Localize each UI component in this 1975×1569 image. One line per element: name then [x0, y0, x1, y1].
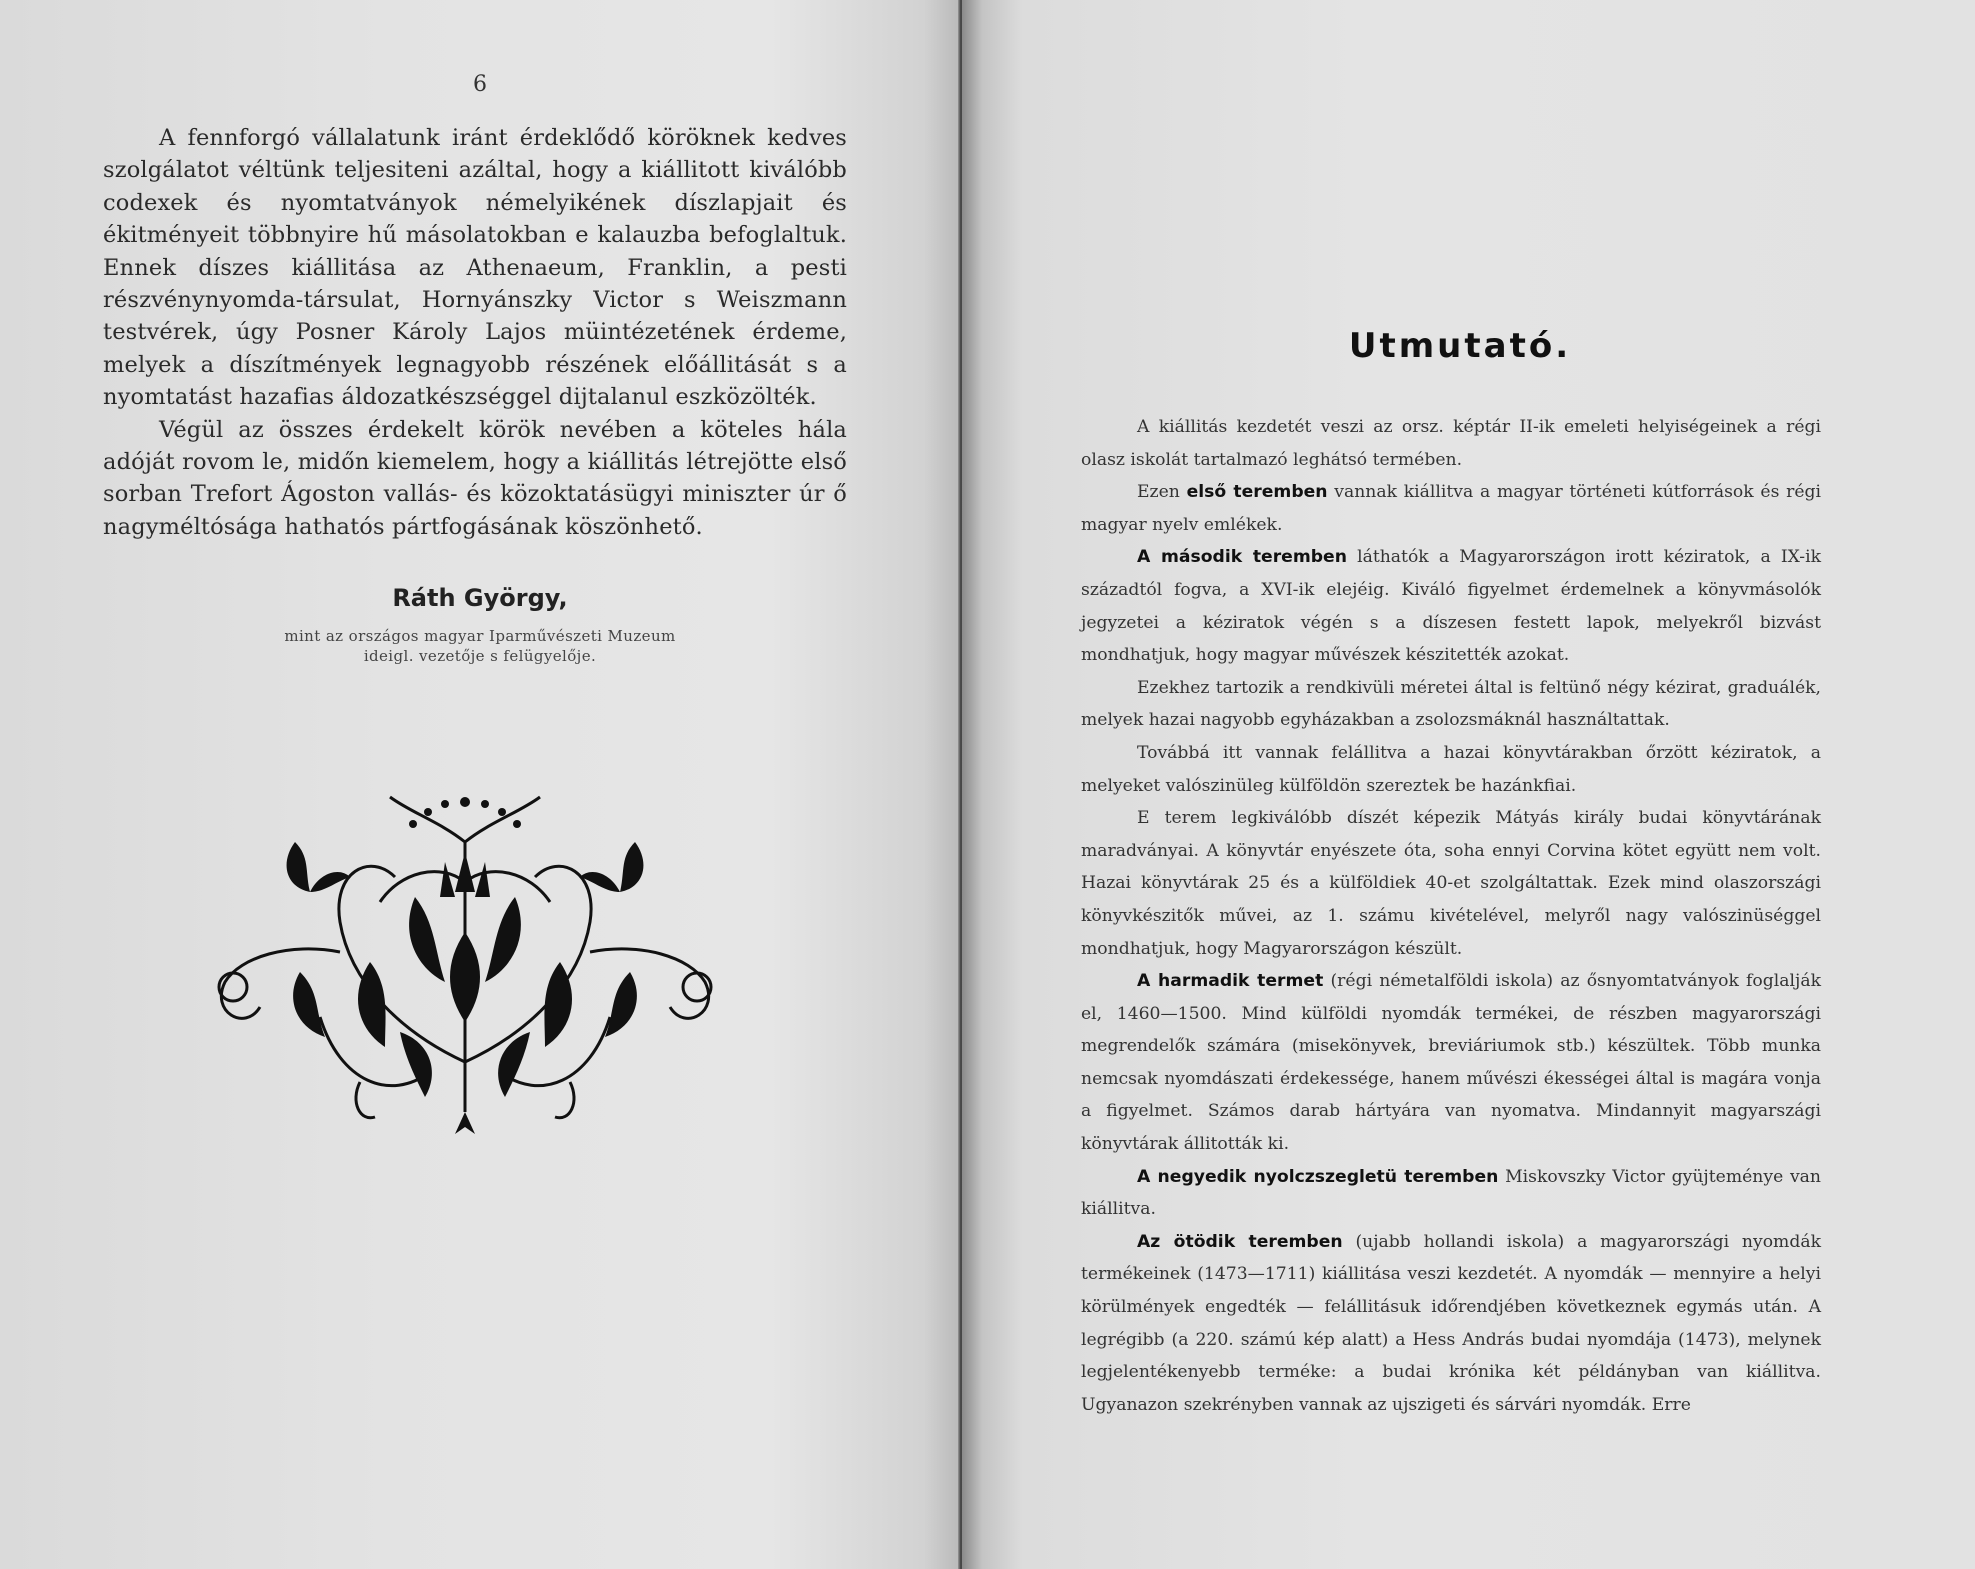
- right-paragraph-7-text: (régi németalföldi iskola) az ősnyomtatványok foglalják el, 1460—1500. Mind külföldi nyomdák termékei, de részben magyarországi megrendelők számára (misekönyvek, breviáriumok stb.) készültek. Több munka nemcsak nyomdászati érdekessége, hanem művészi ékességei által is magára vonja a figyelmet. Számos darab hártyára van nyomatva. Mindannyit magyarszági könyvtárak állitották ki.: [1081, 971, 1821, 1155]
- right-paragraph-2-text: vannak kiállitva a magyar történeti kútforrások és régi magyar nyelv emlékek.: [1081, 482, 1822, 535]
- signature-title-line-2: ideigl. vezetője s felügyelője.: [363, 647, 597, 665]
- right-paragraph-2: [1081, 476, 1821, 541]
- right-paragraph-9: [1081, 1226, 1821, 1422]
- right-paragraph-3-text: láthatók a Magyarországon irott kéziratok, a IX-ik századtól fogva, a XVI-ik elejéig. Kiváló figyelmet érdemelnek a könyvmásolók jegyzetei a kéziratok végén s a díszesen festett lapok, melyekről bizvást mondhatjuk, hogy magyar művészek készitették azokat.: [1081, 547, 1821, 666]
- right-page-text: [1081, 411, 1821, 1421]
- right-paragraph-8-text: Miskovszky Victor gyüjteménye van kiállitva.: [1081, 1166, 1821, 1220]
- right-paragraph-8: [1081, 1161, 1821, 1226]
- page-number: 6: [473, 72, 487, 97]
- room-label-second: A második teremben: [1137, 547, 1347, 568]
- right-paragraph-1: A kiállitás kezdetét veszi az orsz. képtár II-ik emeleti helyiségeinek a régi olasz iskolát tartalmazó leghátsó termében.: [1081, 417, 1821, 470]
- right-paragraph-5: Továbbá itt vannak felállitva a hazai könyvtárakban őrzött kéziratok, a melyeket valószinüleg külföldön szereztek be hazánkfiai.: [1081, 742, 1821, 796]
- room-label-fourth: A negyedik nyolczszegletü teremben: [1137, 1166, 1499, 1187]
- room-label-fifth: Az ötödik teremben: [1137, 1231, 1343, 1252]
- left-paragraph-2: Végül az összes érdekelt körök nevében a köteles hála adóját rovom le, midőn kiemelem, hogy a kiállitás létrejötte első sorban Trefort Ágoston vallás- és közoktatásügyi miniszter úr ő nagyméltósága hathatós pártfogásának köszönhető.: [103, 416, 847, 540]
- signature-title-line-1: mint az országos magyar Iparművészeti Muzeum: [284, 627, 676, 645]
- right-paragraph-2-start: Ezen: [1137, 482, 1187, 503]
- signature-name: Ráth György,: [392, 584, 568, 612]
- room-label-third: A harmadik termet: [1137, 971, 1324, 992]
- right-paragraph-9-text: (ujabb hollandi iskola) a magyarországi nyomdák termékeinek (1473—1711) kiállitása veszi kezdetét. A nyomdák — mennyire a helyi körülmények engedték — felállitásuk időrendjében következnek egymás után. A legrégibb (a 220. számú kép alatt) a Hess András budai nyomdája (1473), melynek legjelentékenyebb terméke: a budai krónika két példányban van kiállitva. Ugyanazon szekrényben vannak az ujszigeti és sárvári nyomdák. Erre: [1081, 1231, 1822, 1415]
- left-page-text: [103, 122, 847, 543]
- floral-ornament-icon: [200, 782, 730, 1134]
- signature-block: [240, 584, 720, 666]
- right-page-title: Utmutató.: [1348, 326, 1572, 366]
- left-paragraph-1: A fennforgó vállalatunk iránt érdeklődő köröknek kedves szolgálatot véltünk teljesiteni azáltal, hogy a kiállitott kiválóbb codexek és nyomtatványok némelyikének díszlapjait és ékitményeit többnyire hű másolatokban e kalauzba befoglaltuk. Ennek díszes kiállitása az Athenaeum, Franklin, a pesti részvénynyomda-társulat, Hornyánszky Victor s Weiszmann testvérek, úgy Posner Károly Lajos müintézetének érdeme, melyek a díszítmények legnagyobb részének előállitását s a nyomtatást hazafias áldozatkészséggel dijtalanul eszközölték.: [103, 125, 847, 411]
- right-paragraph-7: [1081, 965, 1821, 1161]
- right-paragraph-6: E terem legkiválóbb díszét képezik Mátyás király budai könyvtárának maradványai. A könyvtár enyészete óta, soha ennyi Corvina kötet együtt nem volt. Hazai könyvtárak 25 és a külföldiek 40-et szolgáltattak. Ezek mind olaszországi könyvkészitők művei, az 1. számu kivételével, melyről nagy valószinüséggel mondhatjuk, hogy Magyarországon készült.: [1081, 808, 1821, 959]
- right-paragraph-3: [1081, 541, 1821, 671]
- left-page: [0, 0, 962, 1569]
- room-label-first: első teremben: [1186, 482, 1328, 503]
- right-paragraph-4: Ezekhez tartozik a rendkivüli méretei által is feltünő négy kézirat, graduálék, melyek hazai nagyobb egyházakban a zsolozsmáknál használtattak.: [1081, 677, 1821, 731]
